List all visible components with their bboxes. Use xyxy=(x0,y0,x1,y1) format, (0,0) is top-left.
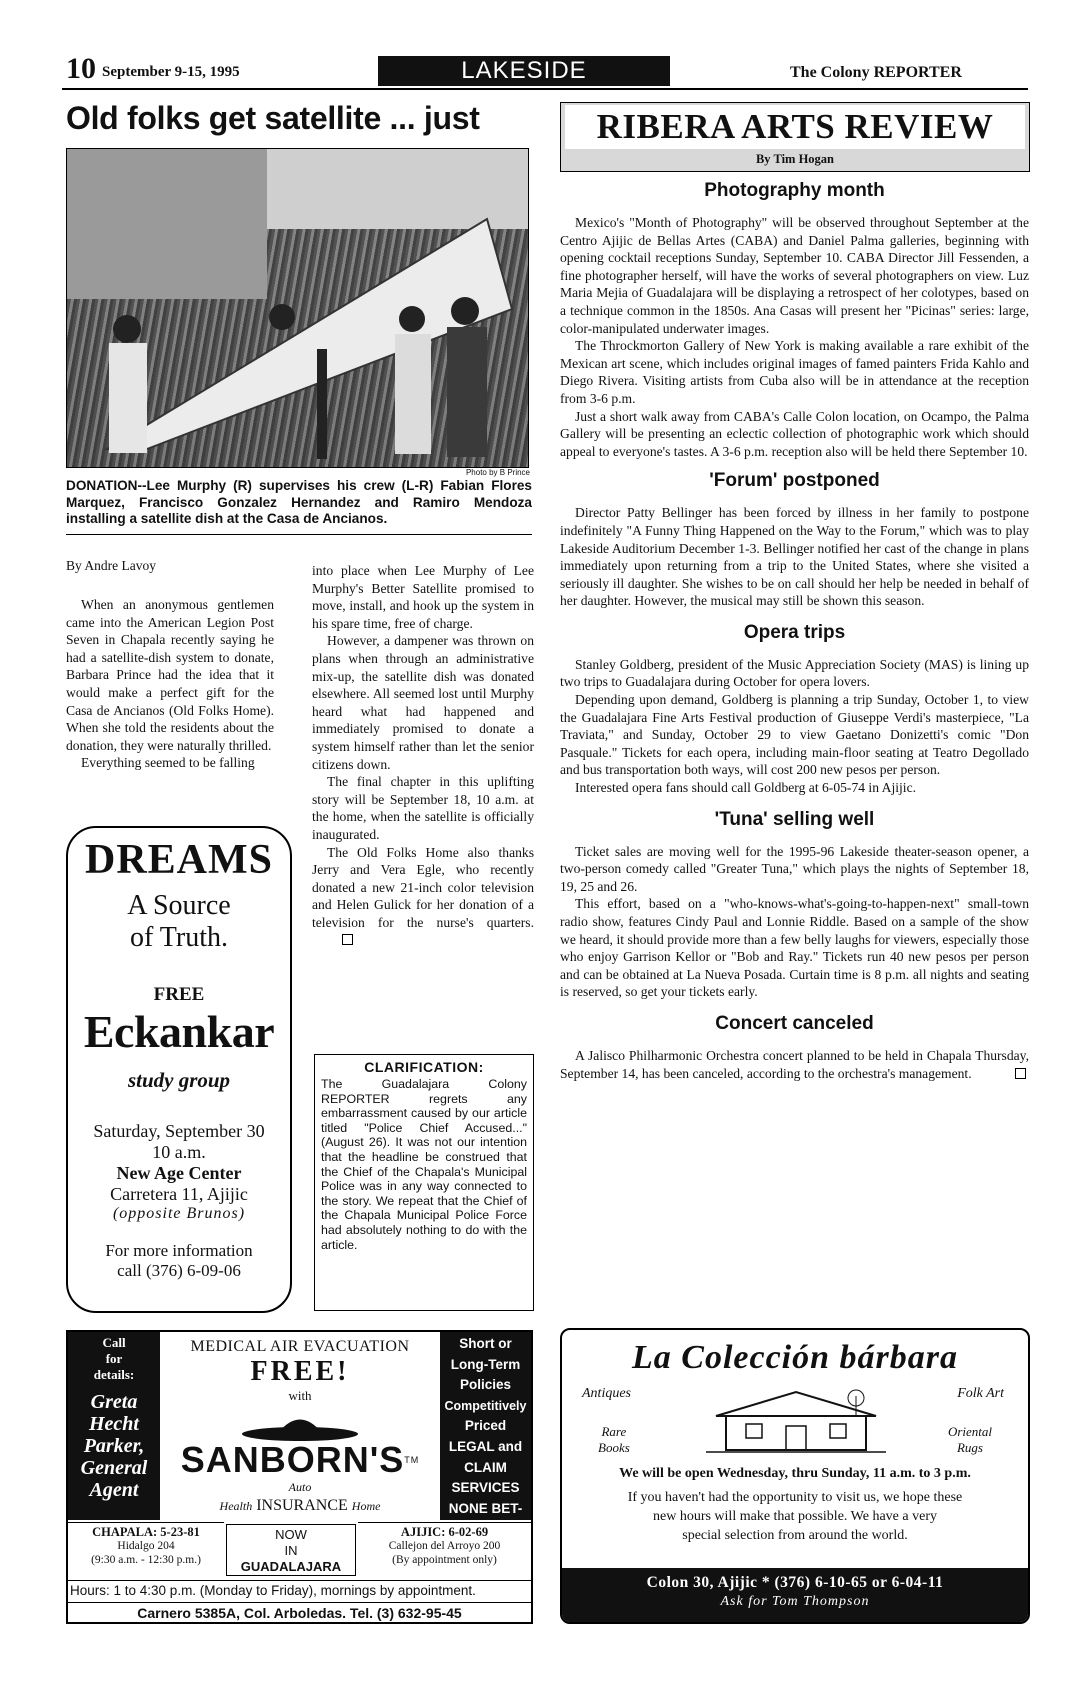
coleccion-ad xyxy=(560,1328,1030,1624)
sanborns-logo-text: SANBORN'S xyxy=(180,1439,405,1480)
review-banner-title: RIBERA ARTS REVIEW xyxy=(565,105,1025,149)
section-heading-forum: 'Forum' postponed xyxy=(709,470,880,492)
policy-line: Competitively xyxy=(444,1398,527,1413)
section-heading-concert: Concert canceled xyxy=(715,1012,874,1034)
oriental-rugs-label xyxy=(948,1424,992,1456)
review-banner xyxy=(560,102,1030,172)
coleccion-title: La Colección bárbara xyxy=(632,1339,958,1376)
trademark: TM xyxy=(404,1455,420,1465)
section-heading-photography: Photography month xyxy=(704,180,885,201)
auto-line: Auto xyxy=(288,1480,312,1494)
books-label: Books xyxy=(598,1440,630,1455)
story-paragraph: However, a dampener was thrown on plans when through an administrative mix-up, the satellite dish was donated elsewhere. All seemed lost until Murphy heard what had happened and immediately promised to donate a system himself rather than let the senior citizens down. xyxy=(312,633,534,772)
sanborns-left-panel xyxy=(68,1332,160,1520)
rare-label: Rare xyxy=(601,1424,627,1439)
review-paragraph: Just a short walk away from CABA's Calle Colon location, on Ocampo, the Palma Gallery will be presenting an eclectic collection of photographic work which should appeal to everyone's tastes. A 3-6 p.m. reception also will be held there September 10. xyxy=(560,408,1029,459)
now-line: GUADALAJARA xyxy=(240,1559,342,1574)
policy-line: NONE BET- xyxy=(448,1500,523,1516)
review-paragraph: Director Patty Bellinger has been forced by illness in her family to postpone indefinitely "A Funny Thing Happened on the Way to the Forum," which was to play Lakeside Auditorium December 1-3. Bellinger notified her cast of the change in plans immediately upon returning from a trip to the United States, where she visited a seriously ill daughter. She wishes to be on call should her help be needed in behalf of her daughter. However, the musical may still be shown this season. xyxy=(560,505,1029,609)
health-label: Health xyxy=(219,1499,253,1513)
satellite-photo xyxy=(66,148,529,468)
coleccion-message xyxy=(562,1488,1028,1545)
sanborns-center xyxy=(160,1332,440,1520)
satellite-photo-illustration xyxy=(67,149,529,468)
message-line: If you haven't had the opportunity to visit us, we hope these xyxy=(627,1490,963,1505)
clarification-title: CLARIFICATION: xyxy=(364,1059,484,1075)
home-label: Home xyxy=(351,1499,381,1513)
end-mark-icon xyxy=(342,934,353,945)
now-line: NOW xyxy=(275,1527,307,1542)
paper-name: The Colony REPORTER xyxy=(790,64,962,81)
ad-line: A Source xyxy=(127,890,231,921)
ad-free: FREE xyxy=(153,984,205,1005)
ajijic-address: Callejon del Arroyo 200 xyxy=(388,1540,501,1552)
ajijic-phone: 6-02-69 xyxy=(448,1525,489,1539)
ad-landmark: (opposite Brunos) xyxy=(112,1205,246,1222)
insurance-line xyxy=(160,1497,440,1515)
agent-name: Hecht xyxy=(89,1413,139,1435)
eckankar-ad xyxy=(66,826,292,1313)
policy-line: Priced xyxy=(464,1418,507,1434)
sanborns-ad xyxy=(66,1330,533,1624)
chapala-hours: (9:30 a.m. - 12:30 p.m.) xyxy=(91,1554,201,1566)
policy-line: Policies xyxy=(459,1377,512,1393)
chapala-office xyxy=(68,1522,224,1578)
oriental-label: Oriental xyxy=(947,1424,992,1439)
policy-line: LEGAL and xyxy=(448,1438,523,1454)
story-paragraph: Everything seemed to be falling xyxy=(81,755,255,771)
section-label xyxy=(378,56,670,86)
with-line: with xyxy=(288,1388,312,1403)
ajijic-office xyxy=(358,1522,531,1578)
story-paragraph xyxy=(312,844,534,950)
ad-date: Saturday, September 30 xyxy=(93,1121,265,1141)
policy-line: Long-Term xyxy=(450,1356,521,1372)
caption-rule xyxy=(66,534,532,535)
header-rule xyxy=(62,88,1028,90)
review-paragraph: Depending upon demand, Goldberg is planning a trip Sunday, October 1, to view the Guadalajara Fine Arts Festival production of Giuseppe Verdi's masterpiece, "La Traviata," and Sunday, October 29 to view Gaetano Donizetti's comic "Don Pasquale." Tickets for each opera, including main-floor seating at Teatro Degollado and bus transportation both ways, will cost 200 new pesos per person. xyxy=(560,692,1029,778)
ad-info: call (376) 6-09-06 xyxy=(117,1261,241,1280)
review-last-text: A Jalisco Philharmonic Orchestra concert planned to be held in Chapala Thursday, September 14, has been canceled, according to the orchestra's management. xyxy=(560,1047,1029,1081)
chapala-phone: 5-23-81 xyxy=(160,1525,200,1539)
medical-line: MEDICAL AIR EVACUATION xyxy=(190,1338,410,1355)
guadalajara-badge xyxy=(226,1524,356,1576)
ad-time: 10 a.m. xyxy=(152,1142,206,1162)
section-label-text: LAKESIDE xyxy=(461,57,587,84)
sanborns-right-panel xyxy=(440,1332,531,1520)
review-paragraph: Interested opera fans should call Goldberg at 6-05-74 in Ajijic. xyxy=(575,780,917,796)
review-paragraph xyxy=(560,1047,1029,1082)
chapala-line xyxy=(68,1525,224,1539)
ajijic-line xyxy=(358,1525,531,1539)
chapala-label: CHAPALA: xyxy=(92,1525,158,1539)
review-paragraph: This effort, based on a "who-knows-what's-going-to-happen-next" small-town radio show, features Cindy Paul and Lonnie Riddle. Based on a sample of the show we heard, it should provide more than a few belly laughs for viewers, especially those who enjoy Garrison Kellor or "Bob and Ray." Tickets run 40 new pesos per person and can be obtained at La Nueva Posada. Curtain time is 8 p.m. all nights and seating is reserved, so get your tickets early. xyxy=(560,896,1029,1000)
agent-name: Greta xyxy=(90,1391,138,1413)
issue-date: September 9-15, 1995 xyxy=(102,64,240,80)
sanborns-logo xyxy=(160,1439,440,1480)
rare-books-label xyxy=(598,1424,630,1456)
open-hours: We will be open Wednesday, thru Sunday, 11 a.m. to 3 p.m. xyxy=(619,1466,971,1481)
review-paragraph: Stanley Goldberg, president of the Music Appreciation Society (MAS) is lining up two trips to Guadalajara during October for opera lovers. xyxy=(560,656,1029,690)
story-column-2 xyxy=(312,562,534,949)
call-line: Call xyxy=(102,1335,126,1350)
agent-name: General xyxy=(80,1457,148,1479)
review-paragraph: Ticket sales are moving well for the 1995-96 Lakeside theater-season opener, a two-person comedy called "Greater Tuna," which plays the nights of September 18, 19, 25 and 26. xyxy=(560,843,1029,894)
sombrero-icon xyxy=(240,1406,360,1442)
message-line: special selection from around the world. xyxy=(682,1528,908,1543)
chapala-address: Hidalgo 204 xyxy=(117,1540,175,1552)
folk-art-label: Folk Art xyxy=(957,1386,1004,1401)
headline: Old folks get satellite ... just xyxy=(66,100,480,136)
coleccion-address: Colon 30, Ajijic * (376) 6-10-65 or 6-04-11 xyxy=(646,1574,944,1591)
sanborns-address: Carnero 5385A, Col. Arboledas. Tel. (3) 632-95-45 xyxy=(68,1602,531,1624)
free-line: FREE! xyxy=(250,1356,350,1387)
photo-caption: DONATION--Lee Murphy (R) supervises his crew (L-R) Fabian Flores Marquez, Francisco Gonzalez Hernandez and Ramiro Mendoza installing a satellite dish at the Casa de Ancianos. xyxy=(66,478,532,527)
end-mark-icon xyxy=(1015,1068,1026,1079)
ad-title: DREAMS xyxy=(84,837,273,883)
story-paragraph: into place when Lee Murphy of Lee Murphy's Better Satellite promised to move, install, and hook up the system in his spare time, free of charge. xyxy=(312,563,534,631)
call-line: for xyxy=(105,1351,123,1366)
clarification-box xyxy=(314,1054,534,1311)
ad-street: Carretera 11, Ajijic xyxy=(110,1184,248,1204)
ad-brand: Eckankar xyxy=(83,1006,275,1057)
review-paragraph: Mexico's "Month of Photography" will be observed throughout September at the Centro Ajijic de Bellas Artes (CABA) and Daniel Palma galleries, beginning with opening cocktail receptions Sunday, September 10. CABA Director Jill Fessenden, a fine photographer herself, will have the works of several photographers on view. Luz Maria Mejia of Guadalajara will be displaying a retrospect of her colotypes, based on a technique common in the 1850s. Ana Casas will present her "Picinas" series: large, color-manipulated underwater images. xyxy=(560,215,1029,336)
now-line: IN xyxy=(284,1543,298,1558)
policy-line: CLAIM xyxy=(464,1459,507,1475)
review-body xyxy=(560,180,1029,1082)
review-byline: By Tim Hogan xyxy=(755,152,835,166)
story-paragraph: The final chapter in this uplifting story will be September 18, 10 a.m. at the home, when the satellite is officially inaugurated. xyxy=(312,774,534,842)
call-line: details: xyxy=(93,1367,135,1382)
storefront-icon xyxy=(706,1386,886,1458)
story-byline: By Andre Lavoy xyxy=(66,558,156,573)
ad-line: of Truth. xyxy=(129,922,229,953)
story-column-1 xyxy=(66,596,274,772)
policy-line: SERVICES xyxy=(451,1480,520,1496)
photo-credit: Photo by B Prince xyxy=(465,468,530,477)
section-heading-opera: Opera trips xyxy=(743,621,846,643)
rugs-label: Rugs xyxy=(956,1440,983,1455)
story-last-text: The Old Folks Home also thanks Jerry and Vera Egle, who recently donated a new 21-inch color television and Helen Gulick for her donation of a television for the nurse's quarters. xyxy=(312,844,534,930)
agent-name: Agent xyxy=(89,1479,139,1501)
ajijic-note: (By appointment only) xyxy=(392,1554,497,1566)
page-number: 10 xyxy=(66,52,96,85)
sanborns-hours: Hours: 1 to 4:30 p.m. (Monday to Friday), mornings by appointment. xyxy=(68,1580,531,1602)
insurance-label: INSURANCE xyxy=(256,1497,348,1514)
coleccion-contact: Ask for Tom Thompson xyxy=(720,1594,870,1609)
antiques-label: Antiques xyxy=(582,1386,631,1401)
clarification-text: The Guadalajara Colony REPORTER regrets any embarrassment caused by our article titled "Police Chief Accused..." (August 26). It was not our intention that the headline be construed that the Chief of the Chapala's Municipal Police was in any way connected to the story. We repeat that the Chief of the Chapala Municipal Police Force had absolutely nothing to do with the article. xyxy=(321,1077,527,1252)
review-paragraph: The Throckmorton Gallery of New York is making available a rare exhibit of the Mexican art scene, which includes original images of famed painters Frida Kahlo and Diego Rivera. Visiting artists from Cuba also will be in attendance at the reception from 3-6 p.m. xyxy=(560,338,1029,406)
agent-name: Parker, xyxy=(83,1435,145,1457)
ad-venue: New Age Center xyxy=(116,1163,242,1183)
story-paragraph: When an anonymous gentlemen came into the American Legion Post Seven in Chapala recently saying he had a satellite-dish system to donate, Barbara Prince had the idea that it would make a perfect gift for the Casa de Ancianos (Old Folks Home). When she told the residents about the donation, they were naturally thrilled. xyxy=(66,597,274,753)
coleccion-footer xyxy=(562,1568,1028,1624)
ad-info: For more information xyxy=(105,1241,253,1260)
ajijic-label: AJIJIC: xyxy=(400,1525,446,1539)
message-line: new hours will make that possible. We have a very xyxy=(653,1509,937,1524)
policy-line: Short or xyxy=(459,1336,512,1351)
section-heading-tuna: 'Tuna' selling well xyxy=(714,808,875,830)
ad-study: study group xyxy=(127,1068,231,1092)
